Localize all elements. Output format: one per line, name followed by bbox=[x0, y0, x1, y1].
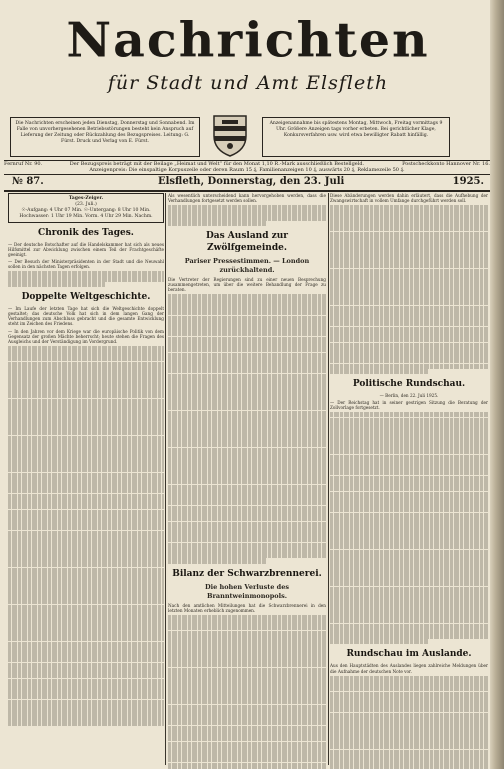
tides-title: Tages-Zeiger. bbox=[68, 196, 104, 201]
tides-date: (23. Juli.) bbox=[75, 202, 97, 207]
column-separator bbox=[165, 193, 166, 765]
tides-sun: ☉-Aufgang: 4 Uhr 07 Min. ☉-Untergang: 8 Uhr 10 Min. bbox=[21, 208, 151, 213]
place-date: Elsfleth, Donnerstag, den 23. Juli bbox=[158, 176, 345, 187]
headline-chronik: Chronik des Tages. bbox=[38, 228, 134, 238]
column-separator bbox=[328, 193, 329, 765]
tides-water: Hochwasser: 1 Uhr 19 Min. Vorm. 4 Uhr 29 Min. Nachm. bbox=[19, 214, 153, 219]
subscription-price: Der Bezugspreis beträgt mit der Beilage „Heimat und Welt“ für den Monat 1,10 R.-Mark ausschließlich Bestellgeld. bbox=[69, 161, 365, 167]
article-text: Aus den Hauptstädten des Auslandes liegen zahlreiche Meldungen über die Aufnahme der deutschen Note vor. bbox=[330, 663, 488, 674]
article-text: — Der Reichstag hat in seiner gestrigen Sitzung die Beratung der Zollvorlage fortgesetzt. bbox=[330, 400, 488, 411]
postal-check: Postscheckkonto Hannover Nr. 16. bbox=[402, 161, 490, 167]
headline-schwarzbrennerei: Bilanz der Schwarzbrennerei. bbox=[172, 568, 322, 579]
subheadline: Die hohen Verluste des Branntweinmonopols. bbox=[204, 582, 290, 600]
issue-number: № 87. bbox=[12, 176, 44, 187]
headline-rundschau-ausland: Rundschau im Auslande. bbox=[346, 649, 472, 660]
article-text: — Der Besuch der Ministerpräsidenten in der Stadt und die Neuwahl sollen in den nächsten Tagen erfolgen. bbox=[8, 259, 164, 270]
ad-price-line: Anzeigenpreis: Die einspaltige Korpuszeile oder deren Raum 15 ₰, Familienanzeigen 10 ₰, auswärts 20 ₰, Reklamezeile 50 ₰. bbox=[89, 167, 405, 173]
article-dateline: — Berlin, den 22. Juli 1925. bbox=[379, 393, 439, 398]
rule bbox=[4, 190, 490, 192]
column-1 bbox=[8, 193, 164, 726]
article-text: Als wesentlich unterscheidend kann hervorgehoben werden, dass die Verhandlungen fortgesetzt werden sollen. bbox=[168, 193, 326, 204]
publication-info-box: Die Nachrichten erscheinen jeden Dienstag, Donnerstag und Sonnabend. Im Falle von unvorhergesehenen Betriebsstörungen besteht kein Anspruch auf Lieferung der Zeitung oder Rückzahlung des Bezugspreises. Leitung: G. Fürst. Druck und Verlag von E. Fürst. bbox=[10, 117, 200, 157]
article-text: Die Vertreter der Regierungen sind zu einer neuen Besprechung zusammengetreten, um über die weitere Behandlung der Frage zu beraten. bbox=[168, 277, 326, 293]
headline-weltgeschichte: Doppelte Weltgeschichte. bbox=[21, 292, 151, 303]
article-text: Diese Abänderungen werden dahin erläutert, dass die Aufhebung der Zwangswirtschaft in vollem Umfange durchgeführt werden soll. bbox=[330, 193, 488, 204]
dateline bbox=[8, 175, 488, 189]
tides-box bbox=[8, 193, 164, 223]
phone-number: Fernruf Nr. 90. bbox=[4, 161, 43, 167]
headline-ausland: Das Ausland zur Zwölfgemeinde. bbox=[205, 231, 289, 254]
headline-politische-rundschau: Politische Rundschau. bbox=[352, 379, 466, 389]
column-3 bbox=[330, 193, 488, 769]
advertising-info-box: Anzeigenannahme bis spätestens Montag, Mittwoch, Freitag vormittags 9 Uhr. Größere Anzeigen tags vorher erbeten. Bei gerichtlicher Klage, Konkursverfahren usw. wird etwa bewilligter Rabatt hinfällig. bbox=[262, 117, 450, 157]
subheadline: Pariser Pressestimmen. — London zurückhaltend. bbox=[184, 257, 310, 275]
masthead-subtitle: für Stadt und Amt Elsfleth bbox=[107, 72, 389, 94]
page-spine bbox=[490, 0, 504, 769]
year: 1925. bbox=[452, 176, 484, 187]
article-text: — In den Jahren vor dem Kriege war die europäische Politik von dem Gegensatz der großen Mächte beherrscht; heute stehen die Fragen des Ausgleichs und der Verständigung im Vordergrund. bbox=[8, 328, 164, 344]
article-text: Nach den amtlichen Mitteilungen hat die Schwarzbrennerei in den letzten Monaten erheblich zugenommen. bbox=[168, 602, 326, 613]
article-text: — Der deutsche Botschafter auf die Handelskammer hat sich als neues Hilfsmittel zur Abwicklung zwischen einem Teil der Frachtgeschäfte geeinigt. bbox=[8, 242, 164, 258]
column-2 bbox=[168, 193, 326, 769]
article-text: — Im Laufe der letzten Tage hat sich die Weltgeschichte doppelt gestaltet; das deutsche Volk hat sich in dem langen Gang der Verhandlungen zum Abschluss gebracht und die gesamte Entwicklung steht im Zeichen des Friedens. bbox=[8, 306, 164, 327]
masthead-title: Nachrichten bbox=[66, 11, 430, 69]
coat-of-arms-icon bbox=[210, 112, 250, 158]
